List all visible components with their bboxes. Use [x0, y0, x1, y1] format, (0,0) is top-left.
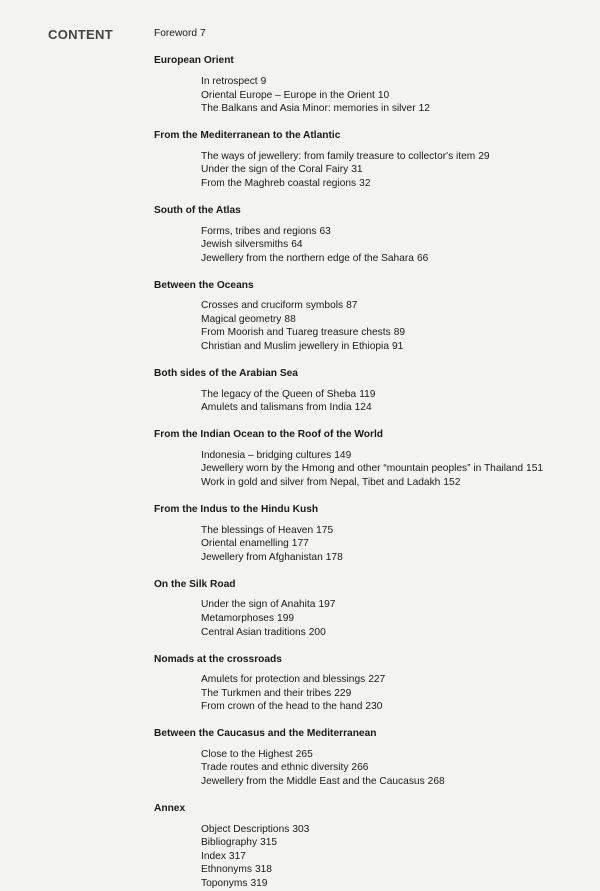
toc-entry — [154, 449, 584, 463]
toc-entry — [154, 687, 584, 701]
toc-section — [154, 802, 584, 891]
toc-section — [154, 727, 584, 788]
entry-page-number: 64 — [291, 239, 303, 251]
entry-page-number: 124 — [354, 402, 372, 414]
entry-page-number: 152 — [443, 477, 461, 488]
toc-entry — [154, 89, 584, 103]
entry-page-number: 200 — [308, 626, 326, 638]
section-title: Between the Caucasus and the Mediterranean — [154, 728, 377, 740]
entry-label: Central Asian traditions — [201, 626, 306, 638]
toc-entry — [154, 462, 584, 476]
section-title: From the Indus to the Hindu Kush — [154, 503, 319, 515]
entry-page-number: 229 — [334, 687, 352, 699]
toc-entry — [154, 537, 584, 551]
entry-label: The blessings of Heaven — [201, 524, 314, 536]
entry-page-number: 12 — [418, 103, 430, 115]
entry-label: The Balkans and Asia Minor: memories in silver — [201, 103, 416, 115]
section-title: South of the Atlas — [154, 204, 241, 216]
entry-label: Jewellery worn by the Hmong and other “mountain peoples” in Thailand — [201, 463, 524, 475]
toc-entry — [154, 476, 584, 490]
entry-page-number: 66 — [416, 252, 429, 264]
entry-label: Oriental enamelling — [201, 538, 289, 550]
entry-label: Jewellery from the Middle East and the Caucasus — [201, 776, 425, 788]
entry-page-number: 197 — [318, 599, 336, 611]
entry-label: Oriental Europe – Europe in the Orient — [201, 89, 375, 101]
entry-label: Toponyms — [201, 878, 248, 890]
toc-section — [154, 653, 584, 714]
toc-entry — [154, 102, 584, 116]
entry-page-number: 87 — [346, 300, 358, 312]
toc-entry — [154, 238, 584, 252]
entry-label: Trade routes and ethnic diversity — [201, 762, 349, 774]
entry-label: Work in gold and silver from Nepal, Tibet and Ladakh — [201, 477, 441, 488]
toc-entry — [154, 177, 584, 191]
section-title: Between the Oceans — [154, 279, 254, 291]
foreword-label: Foreword — [154, 28, 198, 39]
section-title: From the Mediterranean to the Atlantic — [154, 130, 341, 142]
toc-section — [154, 279, 584, 354]
entry-label: Bibliography — [201, 837, 258, 849]
entry-page-number: 149 — [334, 449, 352, 461]
entry-label: From Moorish and Tuareg treasure chests — [201, 327, 391, 339]
entry-page-number: 317 — [228, 850, 246, 862]
toc-entry — [154, 761, 584, 775]
table-of-contents — [154, 27, 584, 891]
entry-page-number: 29 — [478, 150, 490, 162]
toc-entry — [154, 748, 584, 762]
toc-entry — [154, 823, 584, 837]
toc-entry — [154, 225, 584, 239]
entry-page-number: 318 — [254, 864, 272, 876]
entry-label: Index — [201, 850, 226, 862]
toc-entry — [154, 313, 584, 327]
toc-entry — [154, 863, 584, 877]
entry-page-number: 32 — [359, 177, 371, 189]
entry-page-number: 303 — [292, 823, 310, 835]
entry-label: Object Descriptions — [201, 823, 290, 835]
foreword-entry — [154, 27, 584, 41]
entry-page-number: 175 — [316, 524, 334, 536]
entry-page-number: 199 — [277, 612, 295, 624]
toc-entry — [154, 551, 584, 565]
entry-label: Indonesia – bridging cultures — [201, 449, 332, 461]
entry-page-number: 31 — [351, 164, 363, 176]
toc-section — [154, 578, 584, 639]
entry-label: The ways of jewellery: from family treasure to collector's item — [201, 150, 476, 162]
entry-label: Under the sign of Anahita — [201, 599, 316, 611]
entry-label: Jewish silversmiths — [201, 239, 289, 251]
section-title: Annex — [154, 803, 186, 815]
entry-label: Amulets and talismans from India — [201, 402, 352, 414]
toc-entry — [154, 340, 584, 354]
entry-page-number: 268 — [427, 776, 445, 788]
toc-entry — [154, 612, 584, 626]
toc-entry — [154, 388, 584, 402]
entry-page-number: 319 — [250, 878, 268, 890]
entry-label: Close to the Highest — [201, 748, 293, 760]
toc-entry — [154, 598, 584, 612]
toc-entry — [154, 850, 584, 864]
toc-section — [154, 129, 584, 190]
foreword-page: 7 — [200, 28, 206, 39]
entry-label: Under the sign of the Coral Fairy — [201, 164, 349, 176]
entry-page-number: 178 — [325, 551, 343, 563]
section-title: European Orient — [154, 55, 234, 67]
page-title: CONTENT — [48, 27, 113, 42]
toc-section — [154, 503, 584, 564]
toc-entry — [154, 150, 584, 164]
entry-page-number: 10 — [377, 89, 390, 101]
entry-page-number: 230 — [365, 701, 383, 713]
entry-page-number: 88 — [284, 313, 296, 325]
entry-label: Crosses and cruciform symbols — [201, 300, 344, 312]
entry-label: Ethnonyms — [201, 864, 252, 876]
entry-page-number: 265 — [295, 748, 313, 760]
entry-label: Magical geometry — [201, 313, 282, 325]
toc-entry — [154, 299, 584, 313]
toc-entry — [154, 700, 584, 714]
entry-label: Christian and Muslim jewellery in Ethiopia — [201, 341, 389, 353]
entry-label: The legacy of the Queen of Sheba — [201, 388, 357, 400]
toc-entry — [154, 163, 584, 177]
section-title: Both sides of the Arabian Sea — [154, 368, 298, 380]
entry-label: From the Maghreb coastal regions — [201, 177, 357, 189]
entry-label: The Turkmen and their tribes — [201, 687, 332, 699]
toc-entry — [154, 673, 584, 687]
entry-page-number: 91 — [391, 341, 404, 353]
entry-label: In retrospect — [201, 75, 258, 87]
entry-label: From crown of the head to the hand — [201, 701, 363, 713]
toc-section — [154, 428, 584, 489]
entry-page-number: 315 — [260, 837, 278, 849]
section-title: On the Silk Road — [154, 578, 236, 590]
toc-entry — [154, 836, 584, 850]
section-title: Nomads at the crossroads — [154, 653, 282, 665]
entry-page-number: 227 — [368, 674, 386, 686]
entry-page-number: 119 — [359, 388, 376, 400]
toc-entry — [154, 877, 584, 891]
toc-section — [154, 54, 584, 115]
toc-entry — [154, 524, 584, 538]
section-title: From the Indian Ocean to the Roof of the World — [154, 429, 384, 441]
entry-page-number: 151 — [526, 463, 544, 475]
entry-label: Forms, tribes and regions — [201, 225, 317, 237]
toc-entry — [154, 775, 584, 789]
toc-entry — [154, 326, 584, 340]
entry-page-number: 63 — [319, 225, 331, 237]
toc-section — [154, 367, 584, 415]
entry-label: Metamorphoses — [201, 612, 275, 624]
entry-label: Jewellery from the northern edge of the Sahara — [201, 252, 414, 264]
entry-label: Amulets for protection and blessings — [201, 674, 366, 686]
toc-entry — [154, 626, 584, 640]
entry-page-number: 177 — [291, 538, 309, 550]
entry-page-number: 89 — [393, 327, 406, 339]
entry-label: Jewellery from Afghanistan — [201, 551, 323, 563]
toc-entry — [154, 75, 584, 89]
entry-page-number: 266 — [351, 762, 369, 774]
toc-entry — [154, 401, 584, 415]
toc-section — [154, 204, 584, 265]
toc-entry — [154, 252, 584, 266]
entry-page-number: 9 — [260, 75, 267, 87]
